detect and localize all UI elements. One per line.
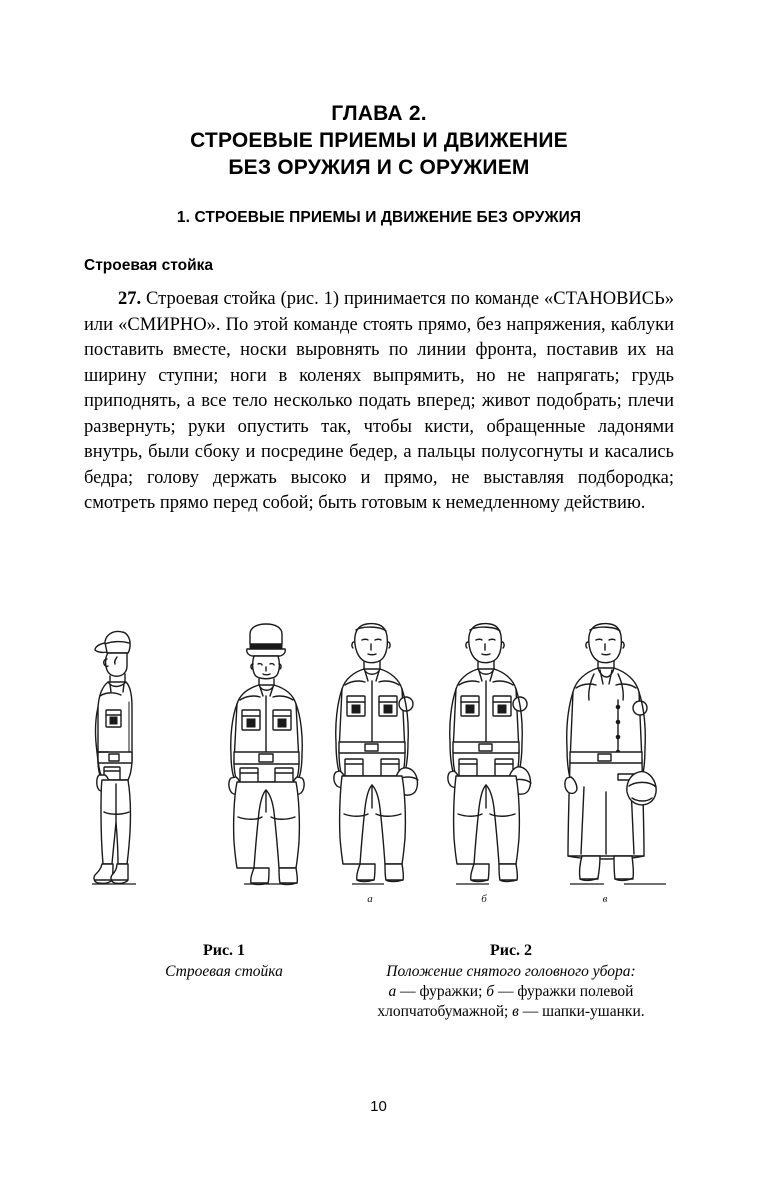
figure-2-item-v: в bbox=[512, 1003, 519, 1020]
figure-2-title: Рис. 2 bbox=[489, 942, 533, 959]
figure-1-caption bbox=[104, 942, 344, 982]
figures-block bbox=[84, 612, 674, 1032]
chapter-heading-line-1: ГЛАВА 2. bbox=[331, 102, 427, 125]
figure-2-subtitle-line1: Положение снятого головного убора: bbox=[386, 963, 636, 980]
page-content bbox=[84, 100, 674, 517]
chapter-heading bbox=[84, 100, 674, 181]
body-paragraph bbox=[84, 287, 674, 517]
paragraph-text: Строевая стойка (рис. 1) принимается по команде «СТАНОВИСЬ» или «СМИРНО». По этой команде стоять прямо, без напряжения, каблуки поставить вместе, носки выровнять по линии фронта, поставив их на ширину ступни; ноги в коленях выпрямить, но не напрягать; грудь приподнять, а все тело несколько подать вперед; живот подобрать; плечи развернуть; руки опустить так, чтобы кисти, обращенные ладонями внутрь, были сбоку и посредине бедер, а пальцы полусогнуты и касались бедра; голову держать высоко и прямо, не выставляя подбородка; смотреть прямо перед собой; быть готовым к немедленному действию. bbox=[84, 289, 674, 513]
page-number: 10 bbox=[370, 1098, 387, 1115]
soldier-fig2-a bbox=[334, 624, 418, 905]
chapter-heading-line-2: СТРОЕВЫЕ ПРИЕМЫ И ДВИЖЕНИЕ bbox=[190, 129, 568, 152]
subsection-heading: Строевая стойка bbox=[84, 257, 214, 274]
figure-2-item-a-text: — фуражки; bbox=[396, 983, 487, 1000]
figure-2-item-b-text: — фуражки полевой bbox=[494, 983, 634, 1000]
soldier-side-view bbox=[94, 631, 132, 883]
figure-2-caption bbox=[346, 942, 676, 1022]
chapter-heading-line-3: БЕЗ ОРУЖИЯ И С ОРУЖИЕМ bbox=[228, 156, 530, 179]
soldier-front-view bbox=[229, 624, 304, 885]
figure-1-title: Рис. 1 bbox=[202, 942, 246, 959]
figure-2-subtitle bbox=[346, 962, 676, 1022]
soldier-fig2-b bbox=[448, 624, 531, 905]
soldier-fig2-v bbox=[565, 624, 656, 905]
section-heading: 1. СТРОЕВЫЕ ПРИЕМЫ И ДВИЖЕНИЕ БЕЗ ОРУЖИЯ bbox=[176, 209, 582, 226]
figure-2-subtitle-line3: хлопчатобумажной; bbox=[377, 1003, 513, 1020]
figure-2-item-b: б bbox=[486, 983, 495, 1000]
figure-label-b: б bbox=[481, 893, 487, 905]
figure-illustrations bbox=[84, 612, 674, 912]
figure-2-item-a: а bbox=[388, 983, 397, 1000]
figure-label-a: а bbox=[367, 893, 373, 905]
figure-label-v: в bbox=[602, 893, 608, 905]
figure-2-item-v-text: — шапки-ушанки. bbox=[518, 1003, 645, 1020]
soldiers-illustration bbox=[84, 612, 674, 912]
figure-1-subtitle: Строевая стойка bbox=[165, 963, 283, 980]
paragraph-number: 27. bbox=[118, 289, 142, 309]
